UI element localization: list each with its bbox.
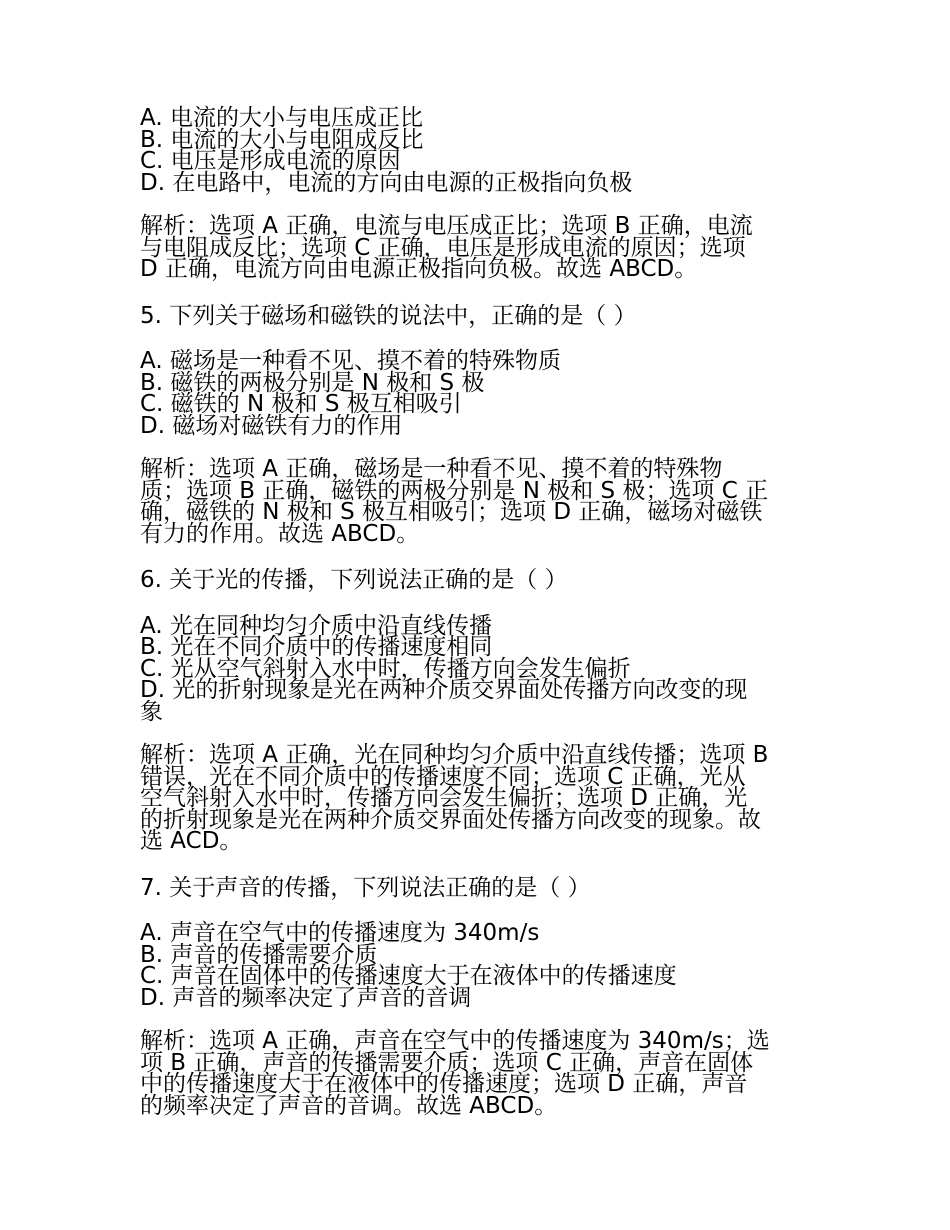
option-a: A. 电流的大小与电压成正比 xyxy=(140,105,423,131)
analysis-line: 的折射现象是光在两种介质交界面处传播方向改变的现象。故 xyxy=(140,806,761,833)
analysis-paragraph xyxy=(140,213,812,282)
analysis-line: 解析：选项 A 正确，电流与电压成正比；选项 B 正确，电流 xyxy=(140,213,753,239)
option-d-continued: 象 xyxy=(140,698,163,725)
question-5: 5. 下列关于磁场和磁铁的说法中，正确的是（ ） xyxy=(140,302,637,329)
option-d: D. 在电路中，电流的方向由电源的正极指向负极 xyxy=(140,169,633,196)
option-d: D. 声音的频率决定了声音的音调 xyxy=(140,984,472,1011)
option-c: C. 电压是形成电流的原因 xyxy=(140,148,401,174)
analysis-line: 解析：选项 A 正确，声音在空气中的传播速度为 340m/s；选 xyxy=(140,1028,770,1054)
analysis-line: 解析：选项 A 正确，光在同种均匀介质中沿直线传播；选项 B xyxy=(140,742,769,768)
options-list xyxy=(140,612,812,725)
option-b: B. 声音的传播需要介质 xyxy=(140,941,378,968)
analysis-line: 与电阻成反比；选项 C 正确，电压是形成电流的原因；选项 xyxy=(140,234,746,261)
analysis-paragraph xyxy=(140,456,812,547)
analysis-line: 选 ACD。 xyxy=(140,828,243,854)
analysis-line: 解析：选项 A 正确，磁场是一种看不见、摸不着的特殊物 xyxy=(140,456,723,482)
analysis-line: 确，磁铁的 N 极和 S 极互相吸引；选项 D 正确，磁场对磁铁 xyxy=(140,499,763,525)
analysis-line: D 正确，电流方向由电源正极指向负极。故选 ABCD。 xyxy=(140,256,698,282)
option-b: B. 光在不同介质中的传播速度相同 xyxy=(140,634,493,660)
analysis-line: 错误，光在不同介质中的传播速度不同；选项 C 正确，光从 xyxy=(140,763,746,790)
option-b: B. 电流的大小与电阻成反比 xyxy=(140,126,424,153)
analysis-line: 的频率决定了声音的音调。故选 ABCD。 xyxy=(140,1092,558,1119)
options-list xyxy=(140,105,812,196)
option-a: A. 光在同种均匀介质中沿直线传播 xyxy=(140,612,492,639)
option-d: D. 磁场对磁铁有力的作用 xyxy=(140,412,403,439)
option-d: D. 光的折射现象是光在两种介质交界面处传播方向改变的现 xyxy=(140,677,748,703)
analysis-paragraph xyxy=(140,1028,812,1119)
options-list xyxy=(140,920,812,1011)
analysis-line: 空气斜射入水中时，传播方向会发生偏折；选项 D 正确，光 xyxy=(140,785,748,811)
analysis-paragraph xyxy=(140,742,812,854)
option-c: C. 磁铁的 N 极和 S 极互相吸引 xyxy=(140,391,462,417)
question-6: 6. 关于光的传播，下列说法正确的是（ ） xyxy=(140,567,568,593)
analysis-line: 质；选项 B 正确，磁铁的两极分别是 N 极和 S 极；选项 C 正 xyxy=(140,477,769,504)
analysis-line: 项 B 正确，声音的传播需要介质；选项 C 正确，声音在固体 xyxy=(140,1049,754,1076)
option-a: A. 磁场是一种看不见、摸不着的特殊物质 xyxy=(140,348,561,374)
option-c: C. 光从空气斜射入水中时，传播方向会发生偏折 xyxy=(140,655,631,682)
analysis-line: 中的传播速度大于在液体中的传播速度；选项 D 正确，声音 xyxy=(140,1071,748,1097)
question-7: 7. 关于声音的传播，下列说法正确的是（ ） xyxy=(140,874,591,901)
analysis-line: 有力的作用。故选 ABCD。 xyxy=(140,520,420,547)
option-a: A. 声音在空气中的传播速度为 340m/s xyxy=(140,920,540,946)
document-page xyxy=(140,105,812,1119)
option-b: B. 磁铁的两极分别是 N 极和 S 极 xyxy=(140,369,485,396)
option-c: C. 声音在固体中的传播速度大于在液体中的传播速度 xyxy=(140,963,677,989)
options-list xyxy=(140,348,812,439)
